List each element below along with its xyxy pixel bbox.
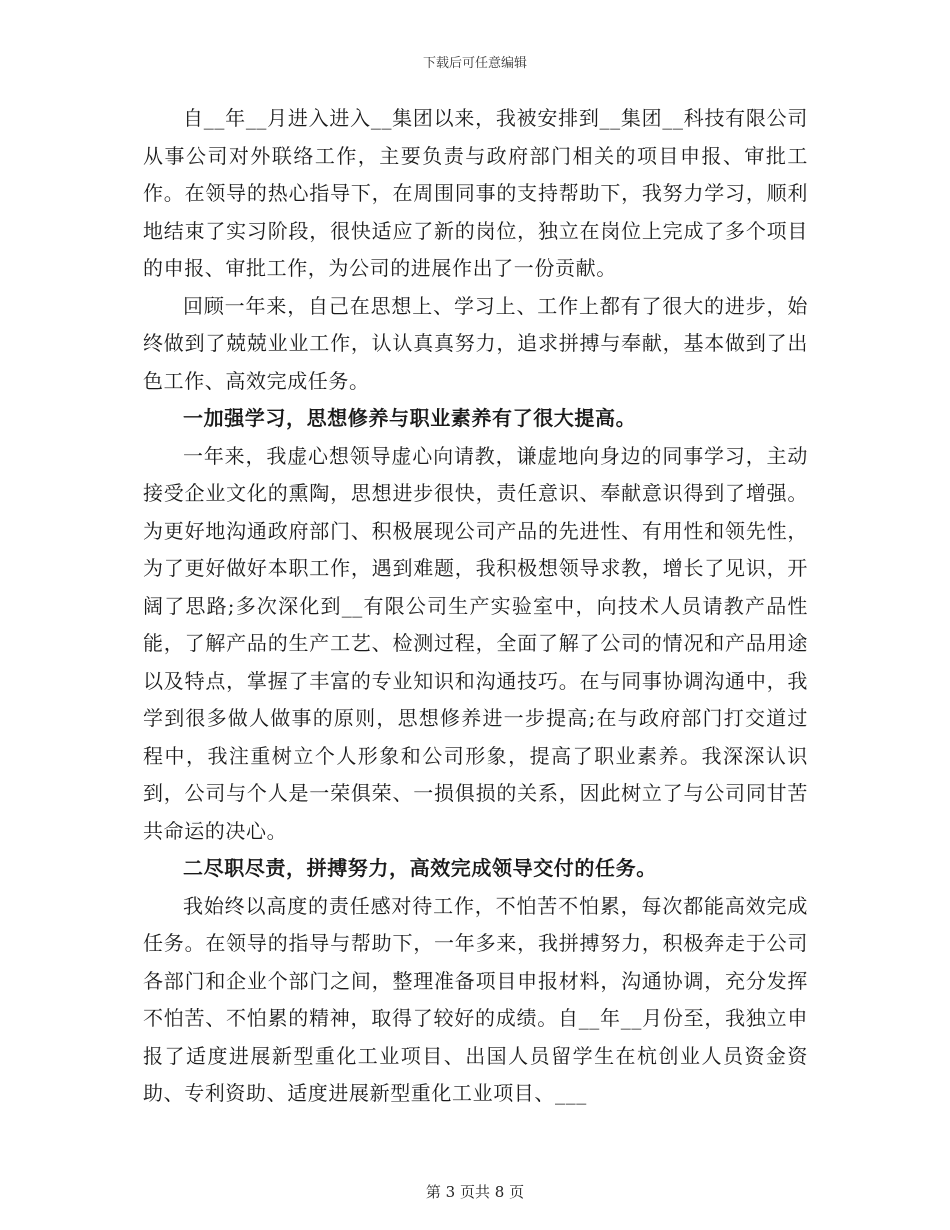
paragraph-study: 一年来，我虚心想领导虚心向请教，谦虚地向身边的同事学习，主动接受企业文化的熏陶，思想进步很快，责任意识、奉献意识得到了增强。为更好地沟通政府部门、积极展现公司产品的先进性、有用性和领先性，为了更好做好本职工作，遇到难题，我积极想领导求教，增长了见识，开阔了思路;多次深化到__有限公司生产实验室中，向技术人员请教产品性能，了解产品的生产工艺、检测过程，全面了解了公司的情况和产品用途以及特点，掌握了丰富的专业知识和沟通技巧。在与同事协调沟通中，我学到很多做人做事的原则，思想修养进一步提高;在与政府部门打交道过程中，我注重树立个人形象和公司形象，提高了职业素养。我深深认识到，公司与个人是一荣俱荣、一损俱损的关系，因此树立了与公司同甘苦共命运的决心。	[143, 443, 808, 843]
page-footer: 第 3 页共 8 页	[425, 1183, 525, 1201]
paragraph-review: 回顾一年来，自己在思想上、学习上、工作上都有了很大的进步，始终做到了兢兢业业工作，认认真真努力，追求拼搏与奉献，基本做到了出色工作、高效完成任务。	[143, 293, 808, 393]
section-heading-duty: 二尽职尽责，拼搏努力，高效完成领导交付的任务。	[183, 856, 657, 880]
paragraph-intro: 自__年__月进入进入__集团以来，我被安排到__集团__科技有限公司从事公司对外联络工作，主要负责与政府部门相关的项目申报、审批工作。在领导的热心指导下，在周围同事的支持帮助下，我努力学习，顺利地结束了实习阶段，很快适应了新的岗位，独立在岗位上完成了多个项目的申报、审批工作，为公司的进展作出了一份贡献。	[143, 106, 808, 280]
page-header: 下载后可任意编辑	[422, 56, 527, 71]
paragraph-duty: 我始终以高度的责任感对待工作，不怕苦不怕累，每次都能高效完成任务。在领导的指导与帮助下，一年多来，我拼搏努力，积极奔走于公司各部门和企业个部门之间，整理准备项目申报材料，沟通协调，充分发挥不怕苦、不怕累的精神，取得了较好的成绩。自__年__月份至，我独立申报了适度进展新型重化工业项目、出国人员留学生在杭创业人员资金资助、专利资助、适度进展新型重化工业项目、___	[143, 893, 808, 1105]
section-heading-study: 一加强学习，思想修养与职业素养有了很大提高。	[183, 406, 637, 430]
document-body	[143, 100, 808, 1113]
